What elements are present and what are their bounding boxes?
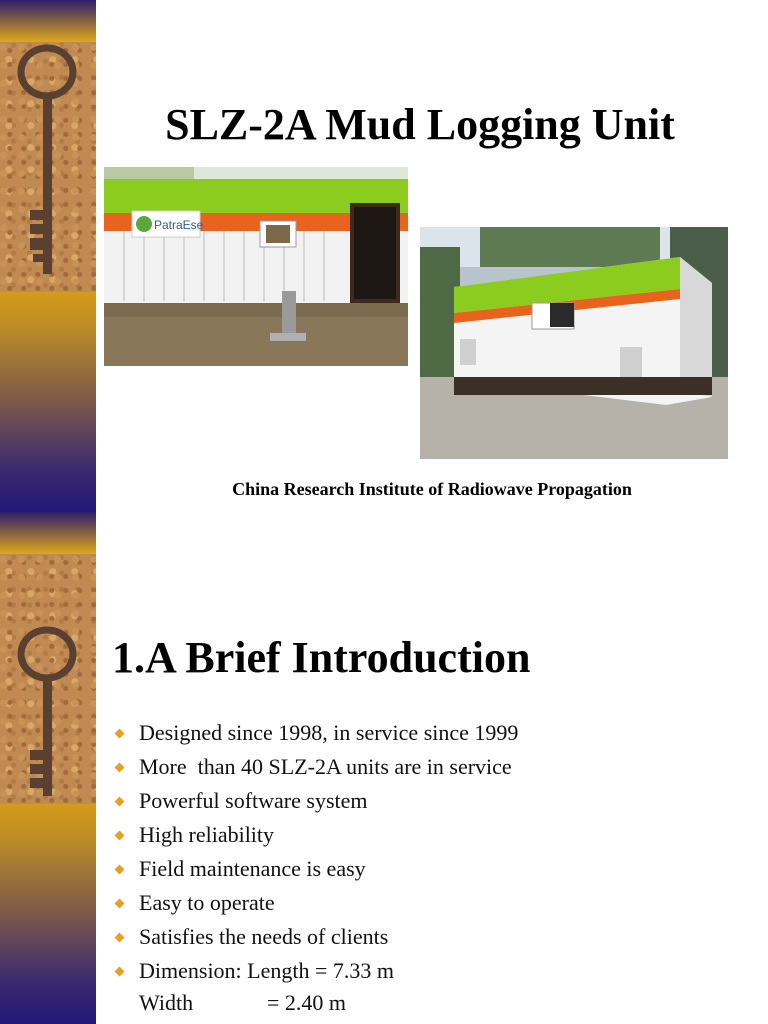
diamond-bullet-icon [115, 763, 125, 773]
diamond-bullet-icon [115, 899, 125, 909]
patraese-logo: PatraEse [154, 218, 204, 232]
list-item: Powerful software system [112, 784, 518, 818]
diamond-bullet-icon [115, 729, 125, 739]
slide-2 [0, 512, 768, 1024]
dimension-width-line [139, 986, 346, 1020]
mud-logging-unit-photo-1 [104, 167, 408, 366]
list-item: Field maintenance is easy [112, 852, 518, 886]
list-item: Easy to operate [112, 886, 518, 920]
diamond-bullet-icon [115, 831, 125, 841]
decorative-strip [0, 512, 96, 1024]
list-item: More than 40 SLZ-2A units are in service [112, 750, 518, 784]
diamond-bullet-icon [115, 933, 125, 943]
list-item: Satisfies the needs of clients [112, 920, 518, 954]
mud-logging-unit-photo-2 [420, 227, 728, 459]
decorative-strip [0, 0, 96, 512]
width-value: = 2.40 m [267, 990, 347, 1015]
slide-title: SLZ-2A Mud Logging Unit [165, 100, 675, 149]
old-key-icon [0, 554, 96, 804]
old-key-icon [0, 42, 96, 292]
diamond-bullet-icon [115, 797, 125, 807]
list-item: Designed since 1998, in service since 1999 [112, 716, 518, 750]
list-item: High reliability [112, 818, 518, 852]
diamond-bullet-icon [115, 967, 125, 977]
caption: China Research Institute of Radiowave Propagation [232, 479, 632, 499]
width-label: Width [139, 990, 194, 1015]
list-item: Dimension: Length = 7.33 m [112, 954, 518, 988]
diamond-bullet-icon [115, 865, 125, 875]
slide-title: 1.A Brief Introduction [112, 633, 531, 682]
bullet-list [112, 716, 518, 988]
